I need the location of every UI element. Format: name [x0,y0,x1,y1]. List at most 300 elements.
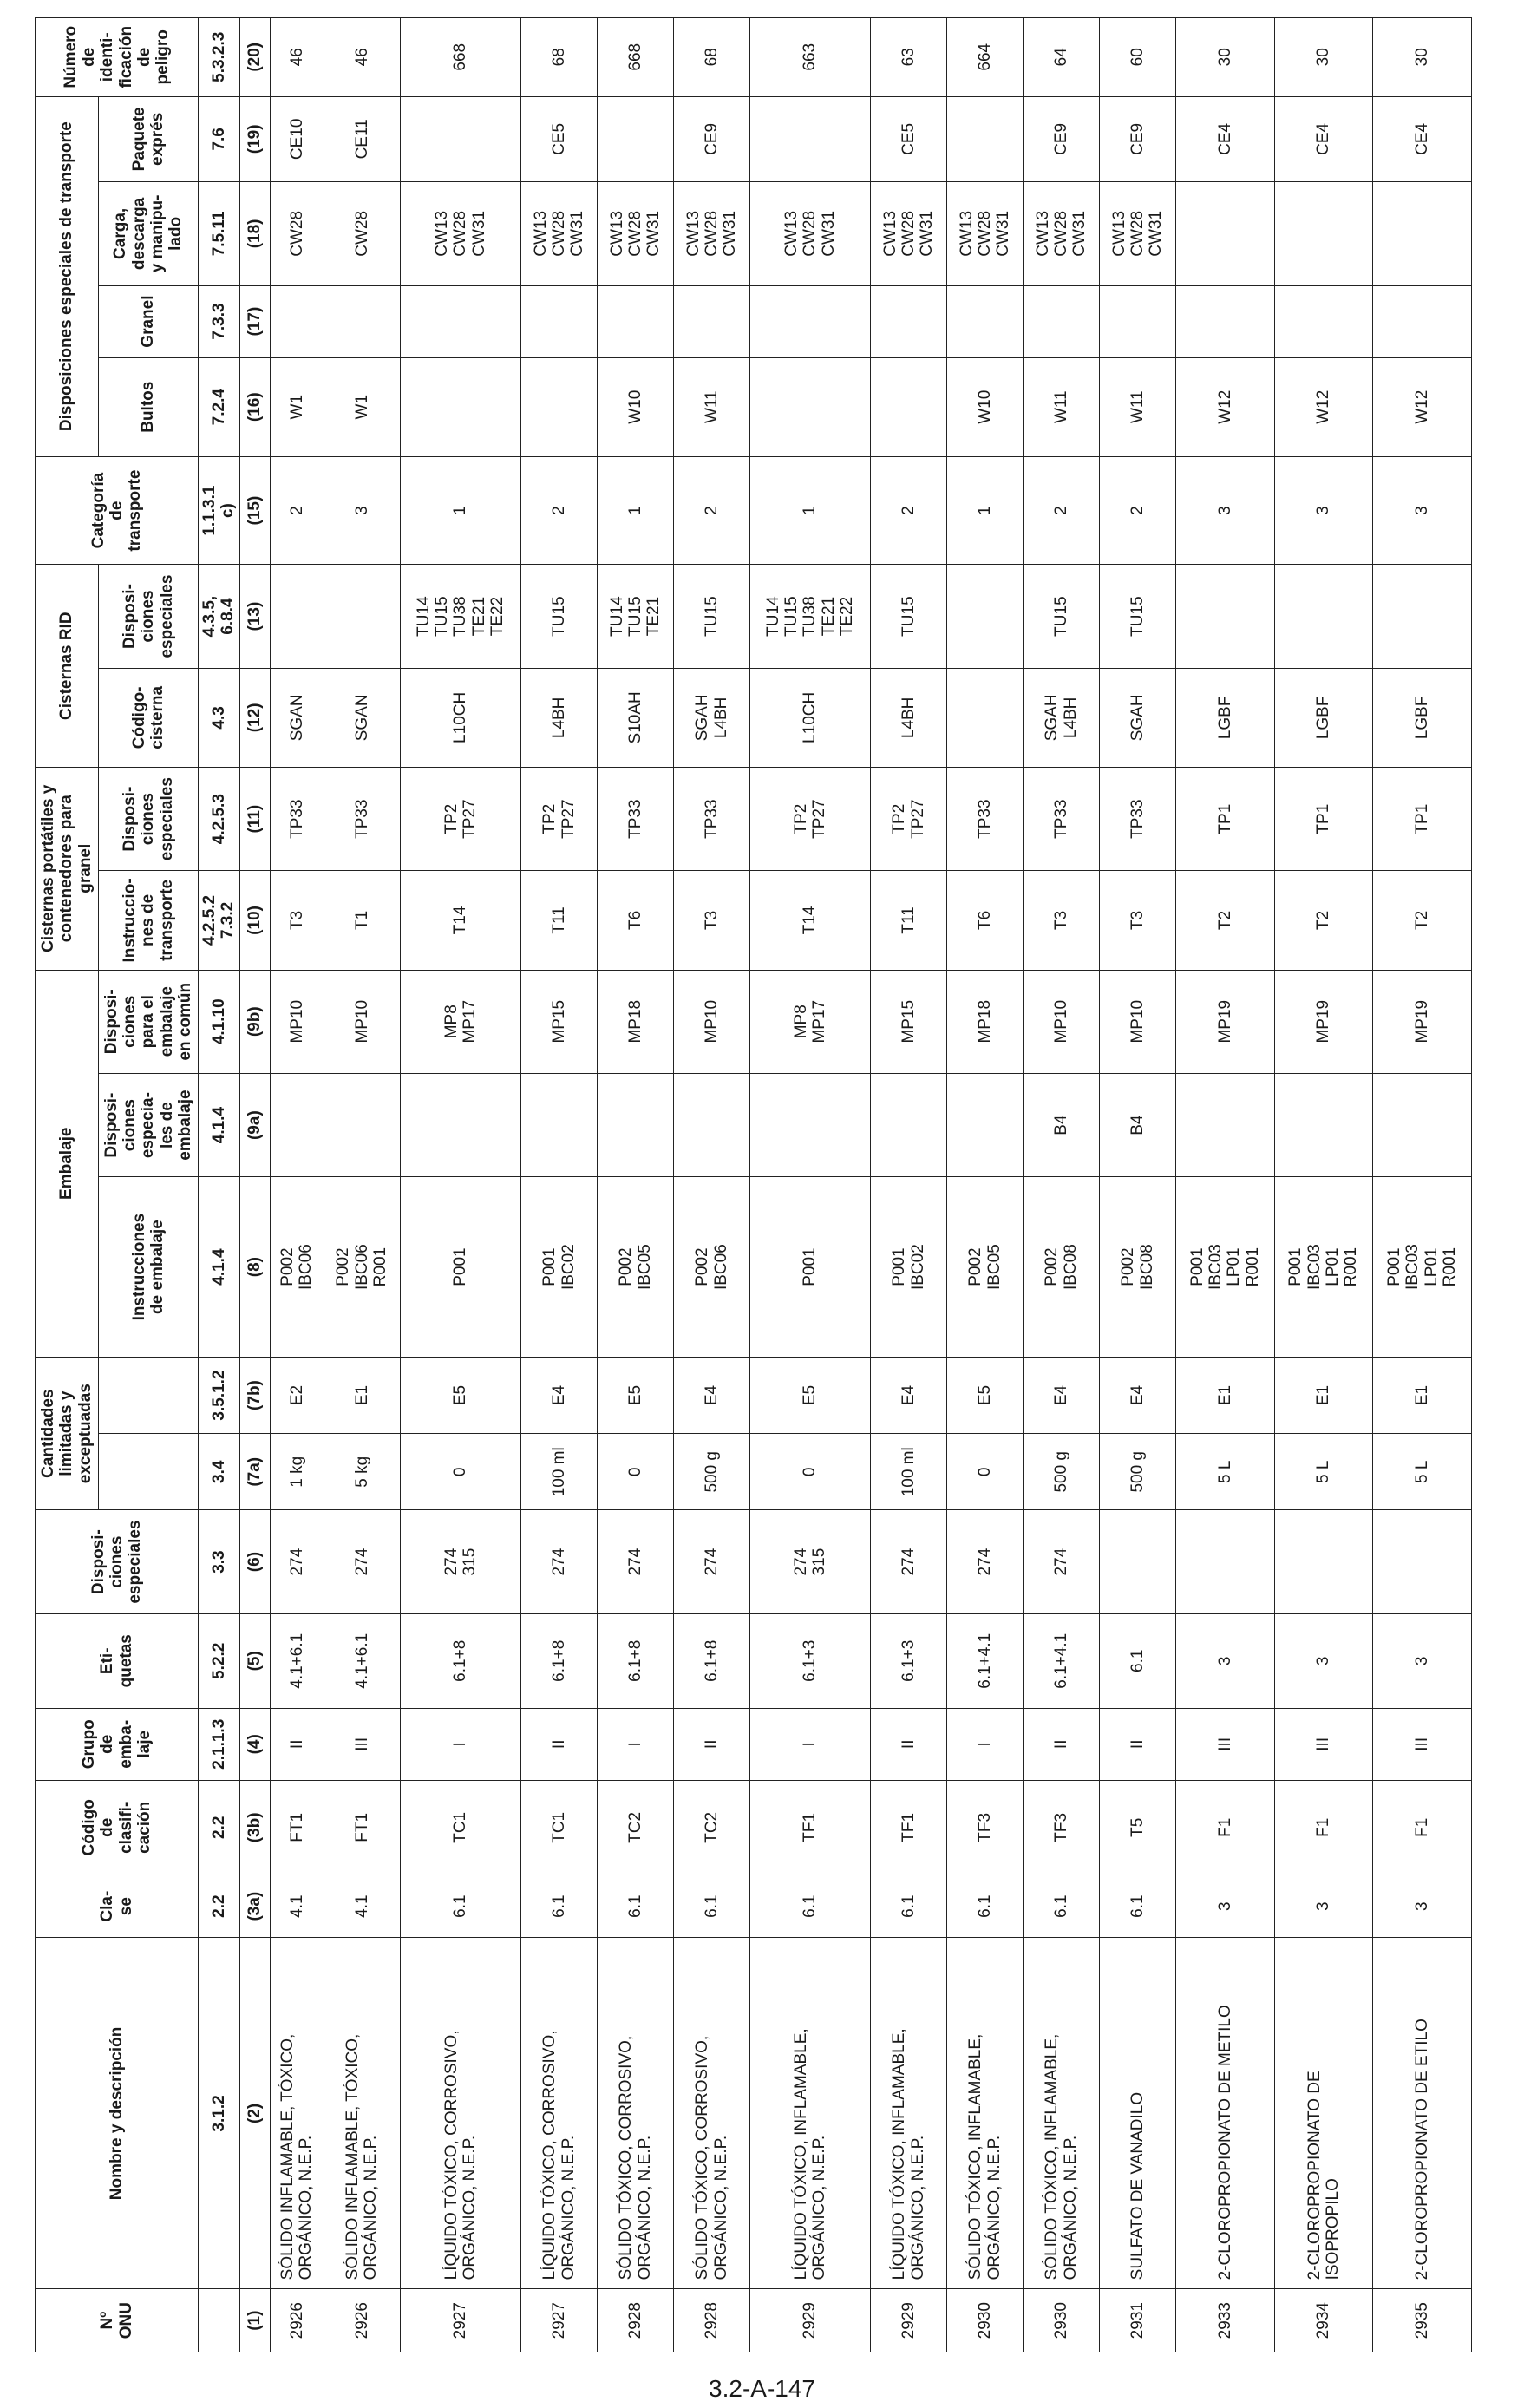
table-cell: CE5 [521,96,598,182]
table-cell: E5 [598,1357,674,1433]
ref-cell: 5.2.2 [199,1613,240,1708]
un-number-cell: 2927 [521,2289,598,2352]
table-cell: 0 [598,1434,674,1510]
table-cell [270,1073,324,1176]
header-labels: Eti- quetas [36,1613,199,1708]
table-cell [871,285,947,357]
table-cell: I [749,1708,870,1780]
page-number: 3.2-A-147 [709,2375,815,2402]
table-cell [1176,565,1275,668]
table-cell: 100 ml [871,1434,947,1510]
table-cell: MP10 [324,970,400,1073]
table-cell: II [521,1708,598,1780]
un-number-cell: 2931 [1100,2289,1176,2352]
table-cell: P001 IBC02 [871,1177,947,1358]
un-number-cell: 2929 [749,2289,870,2352]
table-cell [749,357,870,456]
table-cell: 6.1 [1100,1613,1176,1708]
table-cell: 1 [749,456,870,565]
table-cell [871,357,947,456]
table-cell [749,285,870,357]
column-number-cell: (18) [239,182,270,285]
table-cell [270,565,324,668]
header-portable-tanks: Cisternas portátiles y contenedores para granel [36,767,99,970]
header-packages: Bultos [98,357,198,456]
table-cell [1176,182,1275,285]
table-cell [1274,182,1373,285]
table-cell: 6.1+3 [749,1613,870,1708]
table-cell: 4.1 [324,1875,400,1938]
table-cell: 500 g [674,1434,750,1510]
column-number-cell: (9a) [239,1073,270,1176]
table-cell [598,1073,674,1176]
table-cell: TP33 [1024,767,1100,870]
table-cell: TC1 [521,1780,598,1875]
un-number-cell: 2935 [1373,2289,1472,2352]
column-number-cell: (11) [239,767,270,870]
un-number-cell: 2933 [1176,2289,1275,2352]
table-cell: T6 [947,871,1024,970]
table-cell [1373,285,1472,357]
ref-cell: 2.2 [199,1875,240,1938]
header-tank-code: Código- cisterna [98,668,198,767]
table-cell: TP1 [1274,767,1373,870]
table-cell: 5 L [1274,1434,1373,1510]
ref-cell: 2.2 [199,1780,240,1875]
header-transport-instructions: Instruccio- nes de transporte [98,871,198,970]
un-number-cell: 2928 [674,2289,750,2352]
column-number-cell: (5) [239,1613,270,1708]
table-cell: CE9 [1024,96,1100,182]
table-cell: TF1 [749,1780,870,1875]
ref-cell: 4.1.4 [199,1073,240,1176]
table-cell: 668 [598,18,674,97]
table-cell: TP2 TP27 [521,767,598,870]
rotated-table-page [35,17,1472,2352]
table-cell: CW13 CW28 CW31 [871,182,947,285]
table-cell: MP19 [1373,970,1472,1073]
table-cell: W12 [1176,357,1275,456]
table-cell: E2 [270,1357,324,1433]
table-cell: P001 IBC03 LP01 R001 [1176,1177,1275,1358]
column-number-cell: (12) [239,668,270,767]
un-number-cell: 2934 [1274,2289,1373,2352]
table-cell: 30 [1274,18,1373,97]
table-cell: P002 IBC06 R001 [324,1177,400,1358]
table-cell: MP10 [1100,970,1176,1073]
header-loading-handling: Carga, descarga y manipu- lado [98,182,198,285]
table-cell: II [871,1708,947,1780]
table-cell: MP15 [521,970,598,1073]
ref-cell: 4.2.5.2 7.3.2 [199,871,240,970]
table-cell: II [674,1708,750,1780]
table-cell: TP2 TP27 [400,767,520,870]
table-cell [324,1073,400,1176]
table-cell: CE9 [1100,96,1176,182]
table-cell: F1 [1274,1780,1373,1875]
table-cell: T2 [1373,871,1472,970]
table-cell: 6.1+8 [400,1613,520,1708]
table-cell: CE11 [324,96,400,182]
table-cell: FT1 [270,1780,324,1875]
table-cell: 2 [1100,456,1176,565]
table-cell: B4 [1100,1073,1176,1176]
table-cell: E4 [1024,1357,1100,1433]
un-number-cell: 2930 [1024,2289,1100,2352]
table-cell: 2 [1024,456,1100,565]
table-cell: 274 [598,1510,674,1613]
reference-row [199,18,240,2352]
column-number-cell: (4) [239,1708,270,1780]
table-cell: CW28 [324,182,400,285]
table-cell: 3 [1373,456,1472,565]
table-cell [947,565,1024,668]
table-cell: III [1373,1708,1472,1780]
table-row [598,18,674,2352]
table-cell: CW13 CW28 CW31 [400,182,520,285]
dangerous-goods-table [35,17,1472,2352]
table-cell: MP18 [598,970,674,1073]
un-number-cell: 2928 [598,2289,674,2352]
table-cell [947,285,1024,357]
table-cell: E5 [749,1357,870,1433]
table-cell [598,285,674,357]
table-cell: MP8 MP17 [400,970,520,1073]
table-cell: P002 IBC05 [947,1177,1024,1358]
table-cell: 3 [1274,1875,1373,1938]
table-cell: 6.1 [947,1875,1024,1938]
table-cell [324,285,400,357]
table-cell: CE10 [270,96,324,182]
table-cell [1274,285,1373,357]
ref-cell: 3.3 [199,1510,240,1613]
ref-cell: 4.3.5, 6.8.4 [199,565,240,668]
table-cell: TP33 [674,767,750,870]
substance-name-cell: LÍQUIDO TÓXICO, INFLAMABLE, ORGÁNICO, N.E.P. [749,1938,870,2289]
table-cell: W1 [270,357,324,456]
un-number-cell: 2926 [324,2289,400,2352]
table-row [324,18,400,2352]
column-number-cell: (6) [239,1510,270,1613]
un-number-cell: 2929 [871,2289,947,2352]
table-cell: 0 [947,1434,1024,1510]
ref-cell: 4.2.5.3 [199,767,240,870]
table-cell: TF3 [1024,1780,1100,1875]
table-cell: P001 [400,1177,520,1358]
table-cell: E1 [1373,1357,1472,1433]
substance-name-cell: LÍQUIDO TÓXICO, CORROSIVO, ORGÁNICO, N.E.P. [400,1938,520,2289]
table-cell: TC2 [598,1780,674,1875]
table-cell: 3 [1373,1875,1472,1938]
table-cell: 6.1 [521,1875,598,1938]
table-cell: TP2 TP27 [871,767,947,870]
table-cell: TC2 [674,1780,750,1875]
table-cell: P002 IBC06 [674,1177,750,1358]
table-cell: I [598,1708,674,1780]
table-cell: 668 [400,18,520,97]
table-cell: 500 g [1100,1434,1176,1510]
table-cell: TP1 [1373,767,1472,870]
table-cell: W12 [1274,357,1373,456]
ref-cell: 5.3.2.3 [199,18,240,97]
table-cell [1024,285,1100,357]
table-cell: 274 [947,1510,1024,1613]
table-cell [947,96,1024,182]
table-cell: 46 [324,18,400,97]
table-cell: P001 [749,1177,870,1358]
table-cell [1176,285,1275,357]
table-cell: T2 [1176,871,1275,970]
table-cell: W10 [947,357,1024,456]
table-cell: TP1 [1176,767,1275,870]
table-cell: 5 kg [324,1434,400,1510]
table-cell: MP15 [871,970,947,1073]
table-cell: 6.1+8 [598,1613,674,1708]
table-cell: T11 [521,871,598,970]
table-cell: 274 [521,1510,598,1613]
table-cell: 4.1 [270,1875,324,1938]
column-number-cell: (8) [239,1177,270,1358]
substance-name-cell: SULFATO DE VANADILO [1100,1938,1176,2289]
table-cell: 3 [1274,456,1373,565]
table-row [674,18,750,2352]
table-row [1176,18,1275,2352]
column-number-cell: (15) [239,456,270,565]
table-cell: 6.1 [1100,1875,1176,1938]
table-cell: SGAH L4BH [1024,668,1100,767]
table-cell: 3 [1176,456,1275,565]
table-cell: SGAN [324,668,400,767]
table-cell: TP33 [947,767,1024,870]
table-cell: 274 315 [400,1510,520,1613]
ref-cell: 4.3 [199,668,240,767]
table-cell: E5 [400,1357,520,1433]
table-cell: FT1 [324,1780,400,1875]
header-classification-code: Código de clasifi- cación [36,1780,199,1875]
table-cell: 68 [674,18,750,97]
table-cell [1373,565,1472,668]
table-cell: 2 [871,456,947,565]
table-cell [674,285,750,357]
table-row [1373,18,1472,2352]
column-number-row [239,18,270,2352]
table-row [521,18,598,2352]
header-packing-instructions: Instrucciones de embalaje [98,1177,198,1358]
ref-cell: 1.1.3.1 c) [199,456,240,565]
table-cell [1373,1073,1472,1176]
table-cell: MP10 [270,970,324,1073]
column-number-cell: (20) [239,18,270,97]
column-number-cell: (19) [239,96,270,182]
table-cell: III [1176,1708,1275,1780]
table-row [749,18,870,2352]
table-row [400,18,520,2352]
table-cell: 68 [521,18,598,97]
table-cell: 46 [270,18,324,97]
table-cell: 1 [947,456,1024,565]
table-cell: MP19 [1176,970,1275,1073]
table-cell: TP33 [1100,767,1176,870]
table-cell [1274,1510,1373,1613]
substance-name-cell: SÓLIDO TÓXICO, CORROSIVO, ORGÁNICO, N.E.P. [598,1938,674,2289]
table-cell: 663 [749,18,870,97]
table-cell: 1 [598,456,674,565]
table-cell: P002 IBC08 [1024,1177,1100,1358]
table-cell [871,1073,947,1176]
table-cell: E1 [1274,1357,1373,1433]
table-cell: 63 [871,18,947,97]
table-row [947,18,1024,2352]
table-cell [400,285,520,357]
table-cell: CW13 CW28 CW31 [749,182,870,285]
column-number-cell: (2) [239,1938,270,2289]
table-cell: T2 [1274,871,1373,970]
table-row [1100,18,1176,2352]
column-number-cell: (10) [239,871,270,970]
table-cell: MP8 MP17 [749,970,870,1073]
table-cell: 3 [1274,1613,1373,1708]
table-cell: MP10 [674,970,750,1073]
table-body [199,18,1472,2352]
table-cell: 6.1 [674,1875,750,1938]
table-cell: 6.1 [749,1875,870,1938]
table-cell: W11 [1100,357,1176,456]
ref-cell: 7.2.4 [199,357,240,456]
table-cell: 30 [1176,18,1275,97]
table-cell: III [324,1708,400,1780]
table-cell: 274 [1024,1510,1100,1613]
table-cell: T3 [1100,871,1176,970]
table-cell: CE4 [1373,96,1472,182]
table-cell: 3 [1373,1613,1472,1708]
table-cell [947,1073,1024,1176]
table-cell: CE4 [1274,96,1373,182]
header-class: Cla- se [36,1875,199,1938]
table-cell [400,357,520,456]
table-cell [1176,1073,1275,1176]
header-rid-tanks: Cisternas RID [36,565,99,768]
table-cell: 100 ml [521,1434,598,1510]
ref-cell: 3.4 [199,1434,240,1510]
table-cell: P002 IBC06 [270,1177,324,1358]
table-cell: E5 [947,1357,1024,1433]
header-special-provisions: Disposi- ciones especiales [36,1510,199,1613]
table-cell: TP33 [324,767,400,870]
table-cell: P002 IBC05 [598,1177,674,1358]
table-cell: CE5 [871,96,947,182]
table-cell: SGAH [1100,668,1176,767]
table-cell: TU15 [1024,565,1100,668]
ref-cell: 7.5.11 [199,182,240,285]
ref-cell [199,2289,240,2352]
header-un-number: Nº ONU [36,2289,199,2352]
table-cell: F1 [1176,1780,1275,1875]
substance-name-cell: SÓLIDO TÓXICO, INFLAMABLE, ORGÁNICO, N.E.P. [1024,1938,1100,2289]
ref-cell: 4.1.4 [199,1177,240,1358]
table-cell: 274 [324,1510,400,1613]
table-cell: TU14 TU15 TU38 TE21 TE22 [749,565,870,668]
table-cell [1176,1510,1275,1613]
table-cell [521,1073,598,1176]
table-cell: 5 L [1373,1434,1472,1510]
table-cell: TU15 [521,565,598,668]
table-cell: 274 [270,1510,324,1613]
header-express-parcel: Paquete exprés [98,96,198,182]
table-cell: II [1024,1708,1100,1780]
table-cell [521,285,598,357]
table-cell: 274 [674,1510,750,1613]
table-cell: SGAH L4BH [674,668,750,767]
table-cell: L4BH [521,668,598,767]
table-cell: E1 [324,1357,400,1433]
table-cell: 30 [1373,18,1472,97]
table-cell [1100,285,1176,357]
table-cell: B4 [1024,1073,1100,1176]
table-cell: 3 [1176,1613,1275,1708]
table-cell: 2 [270,456,324,565]
table-cell: LGBF [1274,668,1373,767]
table-row [1274,18,1373,2352]
header-hazard-id-number: Número de identi- ficación de peligro [36,18,199,97]
table-cell: II [270,1708,324,1780]
table-cell: T14 [400,871,520,970]
table-cell: CW13 CW28 CW31 [947,182,1024,285]
ref-cell: 7.3.3 [199,285,240,357]
table-cell [400,1073,520,1176]
column-number-cell: (16) [239,357,270,456]
table-cell: P001 IBC03 LP01 R001 [1373,1177,1472,1358]
table-cell: 6.1+4.1 [947,1613,1024,1708]
table-cell: TF3 [947,1780,1024,1875]
table-cell: TU14 TU15 TU38 TE21 TE22 [400,565,520,668]
table-cell: 6.1 [871,1875,947,1938]
table-cell: 6.1+8 [521,1613,598,1708]
substance-name-cell: SÓLIDO INFLAMABLE, TÓXICO, ORGÁNICO, N.E.P. [324,1938,400,2289]
table-cell [1100,1510,1176,1613]
table-cell: W12 [1373,357,1472,456]
table-cell: 0 [400,1434,520,1510]
table-cell [749,1073,870,1176]
table-cell [749,96,870,182]
table-cell: CW13 CW28 CW31 [521,182,598,285]
table-cell: P001 IBC03 LP01 R001 [1274,1177,1373,1358]
table-cell: LGBF [1373,668,1472,767]
table-cell: T14 [749,871,870,970]
table-cell: 60 [1100,18,1176,97]
table-cell: 6.1 [598,1875,674,1938]
table-cell: CE4 [1176,96,1275,182]
table-cell: TU15 [674,565,750,668]
table-cell: T5 [1100,1780,1176,1875]
column-number-cell: (13) [239,565,270,668]
table-cell: 3 [324,456,400,565]
table-cell: 6.1 [400,1875,520,1938]
table-cell [1274,565,1373,668]
table-cell: 4.1+6.1 [270,1613,324,1708]
header-bulk: Granel [98,285,198,357]
table-cell: T3 [1024,871,1100,970]
table-cell: TC1 [400,1780,520,1875]
table-cell: TP33 [598,767,674,870]
table-cell: E4 [1100,1357,1176,1433]
table-cell: 1 kg [270,1434,324,1510]
substance-name-cell: SÓLIDO INFLAMABLE, TÓXICO, ORGÁNICO, N.E.P. [270,1938,324,2289]
table-cell: 664 [947,18,1024,97]
header-packing-group: Grupo de emba- laje [36,1708,199,1780]
table-cell: TU14 TU15 TE21 [598,565,674,668]
table-row [871,18,947,2352]
un-number-cell: 2927 [400,2289,520,2352]
